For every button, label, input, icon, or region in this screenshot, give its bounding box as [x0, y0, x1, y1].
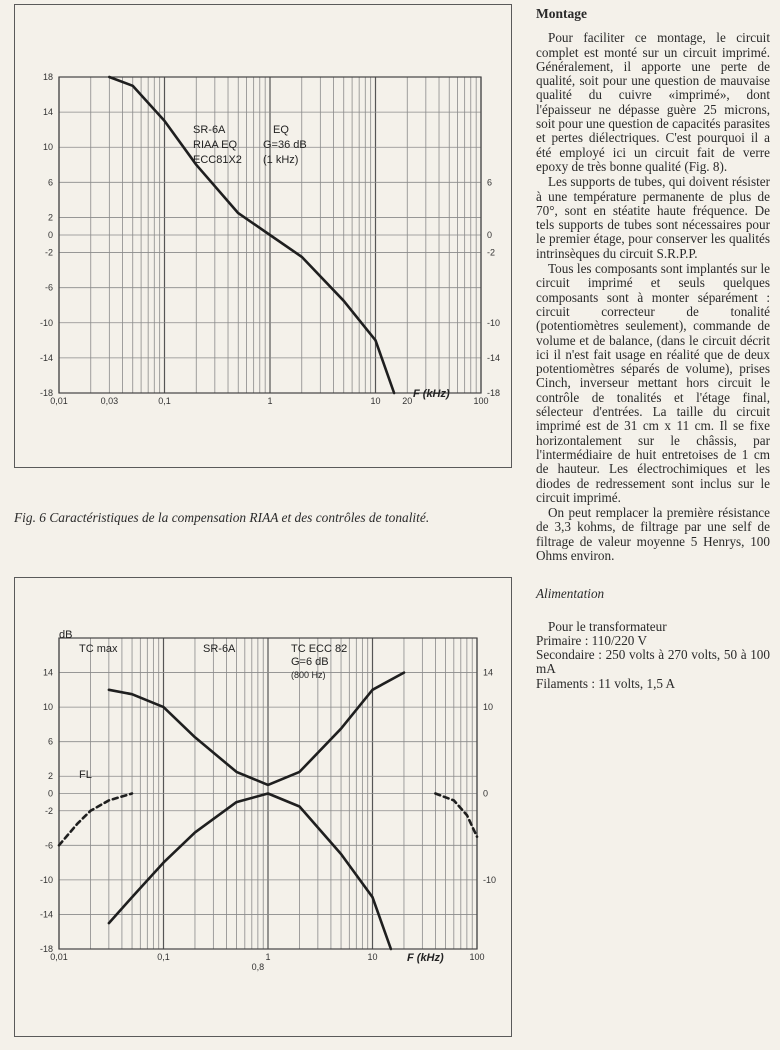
figure-caption: Fig. 6 Caractéristiques de la compensation RIAA et des contrôles de tonalité. [14, 510, 430, 525]
y-tick-label: 14 [42, 107, 53, 118]
series-line [59, 794, 132, 846]
annotation-text: TC ECC 82 [291, 643, 348, 655]
x-tick-label: 1 [267, 396, 273, 406]
annotation-text: (800 Hz) [291, 670, 326, 680]
y-tick-label: 6 [47, 177, 53, 188]
y-tick-label: -14 [39, 909, 53, 920]
series-line [109, 794, 391, 950]
y-tick-label: 10 [42, 702, 53, 713]
x-tick-label: 0,1 [157, 952, 170, 962]
tone-chart-svg [15, 578, 511, 1036]
riaa-chart-svg [15, 5, 511, 467]
x-tick-label: 100 [473, 396, 489, 406]
paragraph: Pour faciliter ce montage, le circuit complet est monté sur un circuit imprimé. Généralement, il apporte une perte de qualité, soit pour une question de mauvaise qualité du cuivre «imprimé», dont l'épaisseur ne dépasse guère 25 microns, soit pour une question de capacités parasites et pertes diélectriques. C'est pourquoi il a été employé ici un circuit fait de verre epoxy de très bonne qualité (Fig. 8). [536, 30, 770, 174]
y-tick-label: -18 [39, 388, 53, 398]
x-tick-label: 0,1 [158, 396, 171, 406]
annotation-text: G=36 dB [263, 139, 307, 151]
series-label-fl: FL [79, 769, 92, 781]
y-tick-label: 2 [47, 212, 53, 223]
series-label-tcmax: TC max [79, 643, 118, 655]
y-tick-label-right: 0 [487, 230, 493, 240]
figure-7-tone-chart [14, 577, 512, 1037]
y-tick-label-right: -10 [483, 874, 497, 885]
annotation-text: EQ [273, 124, 289, 136]
x-tick-label: 10 [367, 952, 378, 962]
y-tick-label: -10 [39, 317, 53, 328]
y-tick-label: -14 [39, 352, 53, 363]
y-tick-label-right: -10 [487, 317, 501, 328]
y-tick-label-right: 10 [483, 702, 494, 713]
x-tick-label: 0,01 [50, 396, 68, 406]
x-tick-label: 20 [402, 396, 413, 406]
y-tick-label: -18 [39, 944, 53, 954]
y-tick-label: 2 [47, 771, 53, 782]
annotation-text: RIAA EQ [193, 139, 238, 151]
chart-title: SR-6A [203, 643, 236, 655]
y-tick-label: -10 [39, 874, 53, 885]
y-tick-label-right: 0 [483, 788, 489, 799]
y-tick-label: 0 [47, 230, 53, 240]
y-tick-label-right: 6 [487, 177, 493, 188]
annotation-text: (1 kHz) [263, 154, 299, 166]
x-tick-label: 0,03 [100, 396, 119, 406]
y-tick-label-right: -2 [487, 247, 496, 258]
series-line [435, 794, 477, 837]
annotation-text: ECC81X2 [193, 154, 242, 166]
x-tick-label: 1 [265, 952, 271, 962]
y-tick-label-right: -14 [487, 352, 501, 363]
section-heading: Montage [536, 6, 587, 21]
y-tick-label-right: 14 [483, 667, 494, 678]
spec-line: Filaments : 11 volts, 1,5 A [536, 675, 676, 691]
paragraph: Pour le transformateur [548, 618, 667, 634]
y-tick-label: 18 [42, 72, 53, 82]
x-axis-label: F (kHz) [413, 388, 450, 400]
article-column [536, 7, 770, 691]
y-tick-label: -2 [44, 805, 53, 816]
y-tick-label-right: -18 [487, 388, 501, 398]
y-tick-label: 10 [42, 142, 53, 153]
subsection-heading: Alimentation [536, 586, 605, 602]
paragraph: Tous les composants sont implantés sur le circuit imprimé et seuls quelques composants sont à monter séparément : circuit correcteur de tonalité (potentiomètres seulement), commande de volume et de balance, (dans le circuit décrit ici il n'est fait usage en réalité que de deux potentiomètres séparés de volume), prises Cinch, inverseur mettant hors circuit le contrôle de tonalités et l'étage final, sélecteur d'entrées. La taille du circuit imprimé est de 31 cm x 11 cm. Il se fixe horizontalement sur le châssis, par l'intermédiaire de huit entretoises de 1 cm de hauteur. Les électrochimiques et les diodes de redressement sont inclus sur le circuit imprimé. [536, 261, 770, 505]
y-tick-label: -6 [44, 840, 53, 851]
spec-line: Primaire : 110/220 V [536, 632, 647, 648]
x-tick-label: 0,8 [251, 962, 265, 972]
paragraph: Les supports de tubes, qui doivent résister à une température permanente de plus de 70°, sont en stéatite haute fréquence. De tels supports de tubes sont nécessaires pour le premier étage, pour conserver les qualités intrinsèques du circuit S.R.P.P. [536, 174, 770, 261]
y-tick-label: -2 [44, 247, 53, 258]
annotation-text: G=6 dB [291, 656, 329, 668]
x-tick-label: 0,01 [50, 952, 68, 962]
y-axis-label: dB [59, 629, 73, 641]
x-tick-label: 100 [469, 952, 485, 962]
figure-6-riaa-chart [14, 4, 512, 468]
annotation-text: SR-6A [193, 124, 226, 136]
y-tick-label: 6 [47, 736, 53, 747]
x-tick-label: 10 [370, 396, 381, 406]
x-axis-label: F (kHz) [407, 952, 444, 964]
spec-line: Secondaire : 250 volts à 270 volts, 50 à 100 mA [536, 647, 770, 677]
paragraph: On peut remplacer la première résistance de 3,3 kohms, de filtrage par une self de filtrage de valeur moyenne 5 Henrys, 100 Ohms environ. [536, 505, 770, 563]
y-tick-label: 0 [47, 788, 53, 799]
y-tick-label: 14 [42, 667, 53, 678]
y-tick-label: -6 [44, 282, 53, 293]
